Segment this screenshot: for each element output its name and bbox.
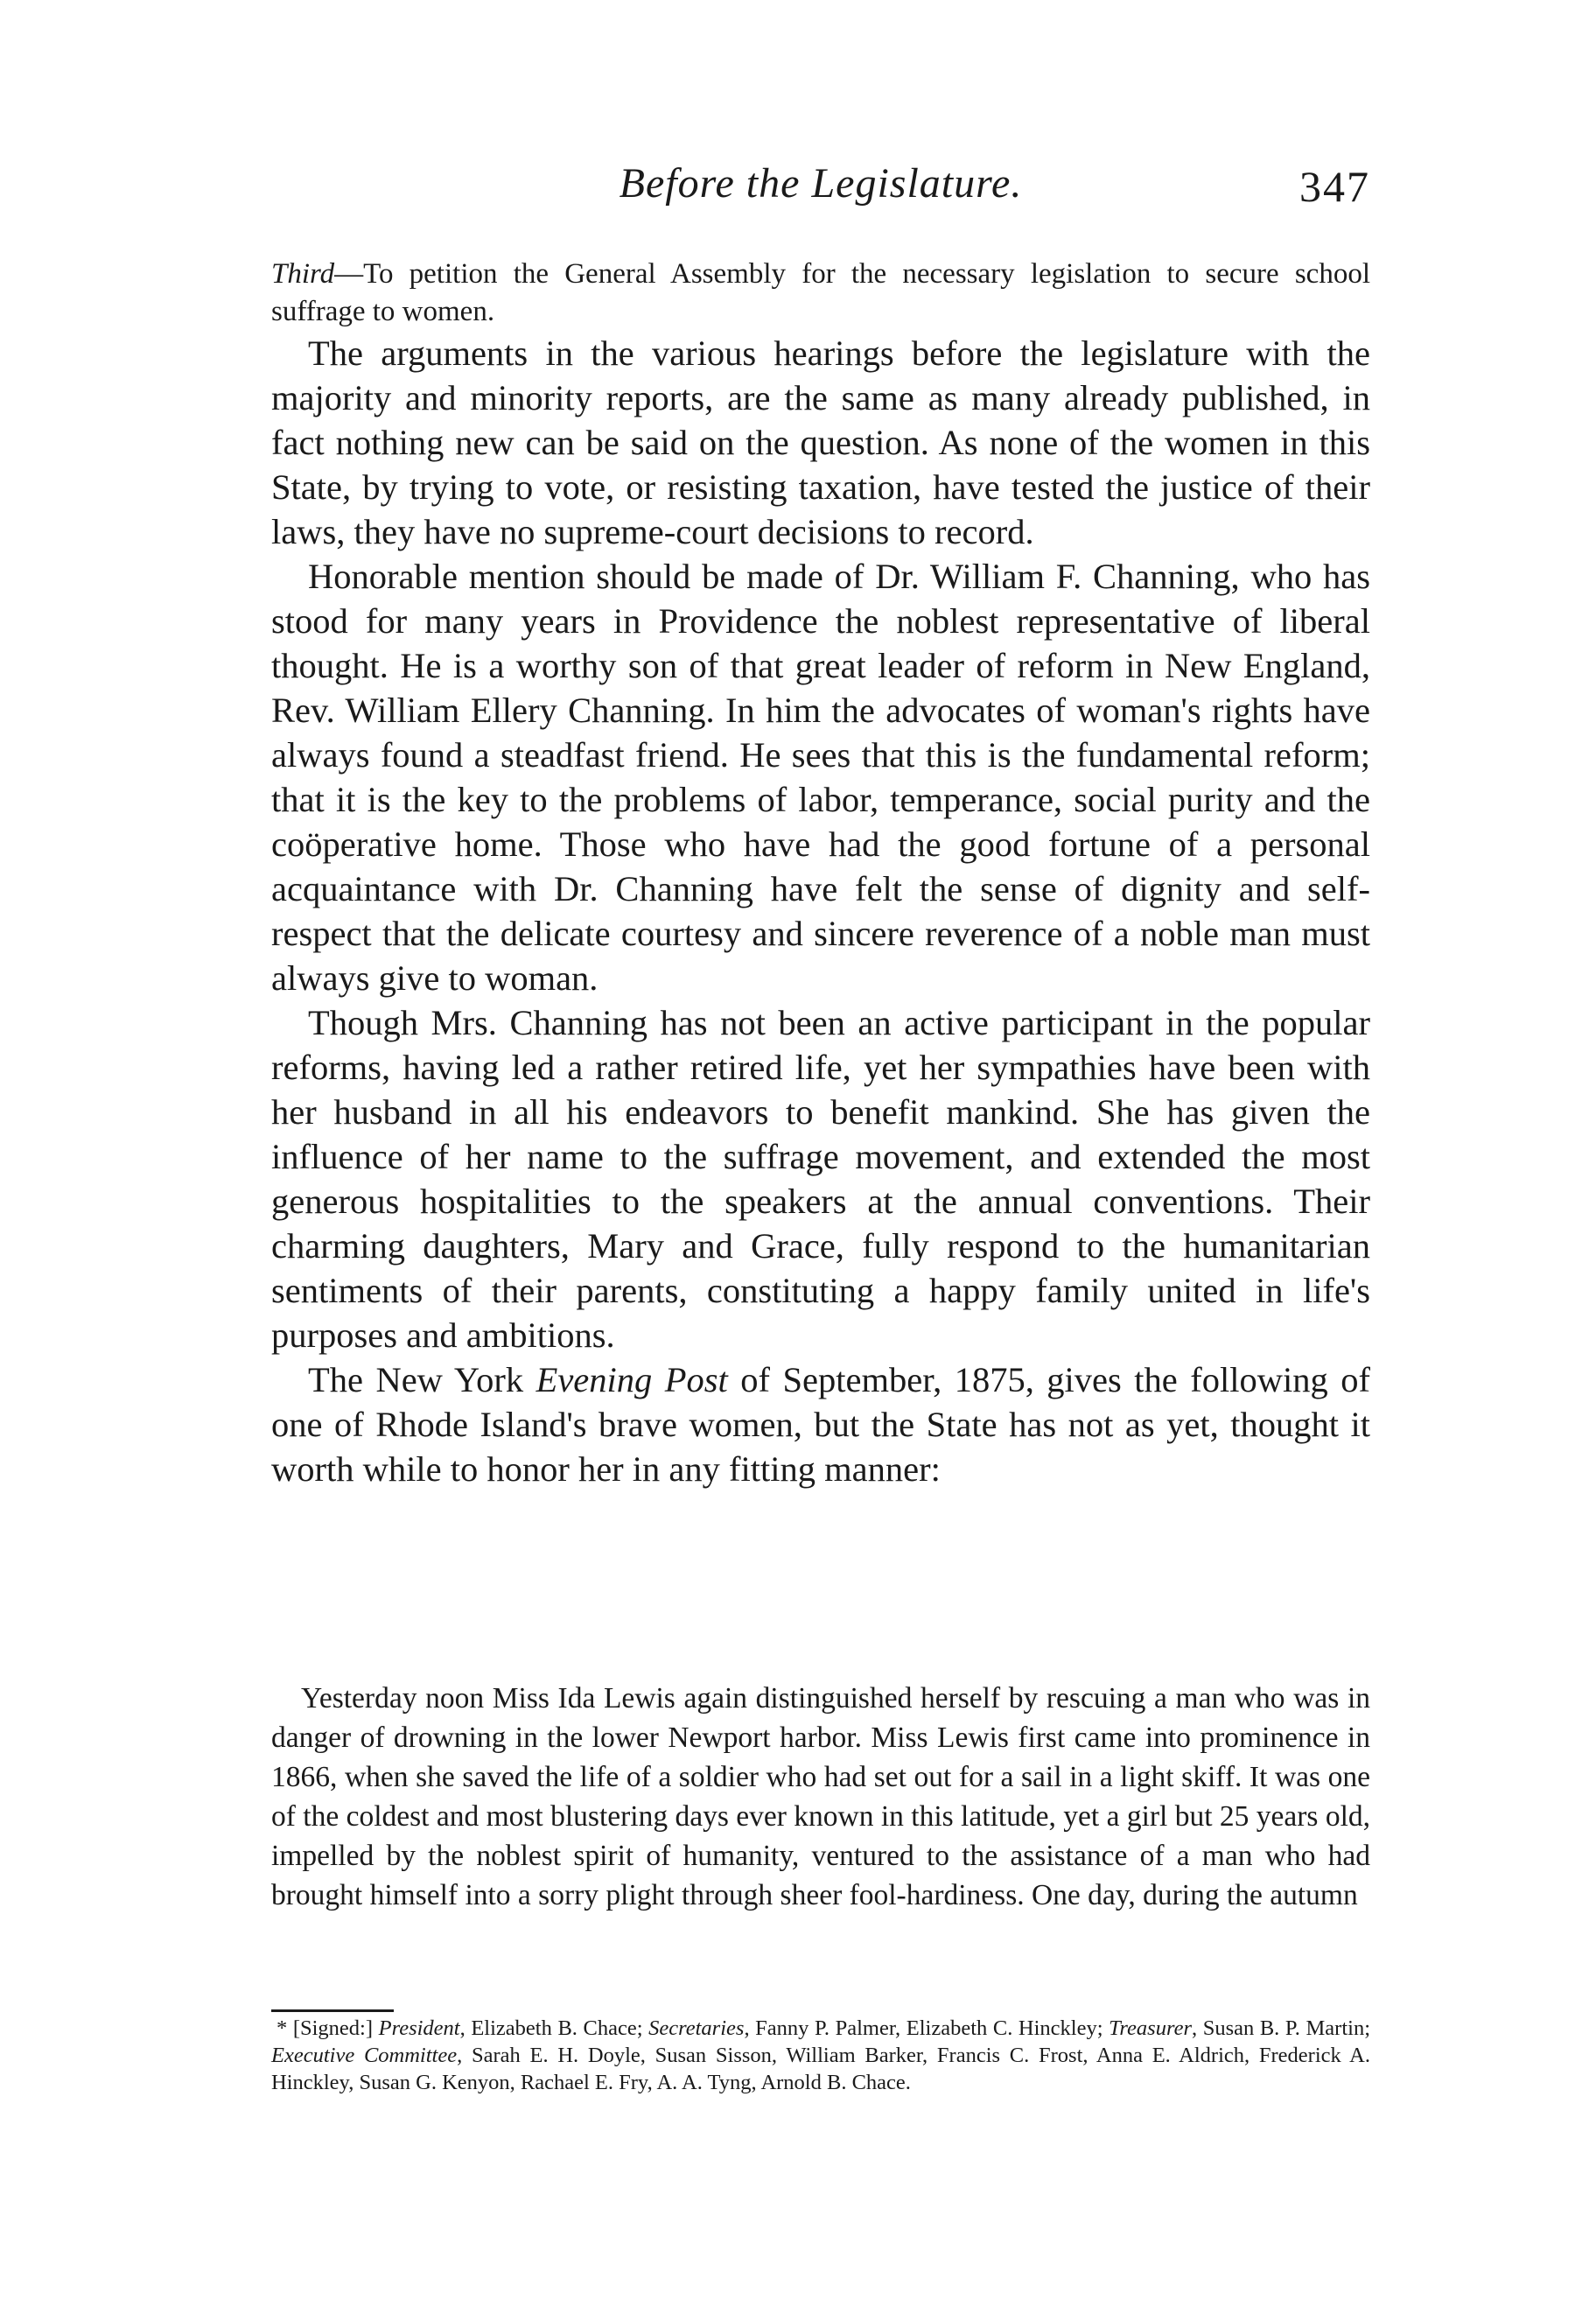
paragraph-channing: Honorable mention should be made of Dr. William F. Channing, who has stood for many years in Providence the noblest representative of liberal thought. He is a worthy son of that great leader of reform in New England, Rev. William Ellery Channing. In him the advocates of woman's rights have always found a steadfast friend. He sees that this is the fundamental reform; that it is the key to the problems of labor, temperance, social purity and the coöperative home. Those who have had the good fortune of a personal acquaintance with Dr. Channing have felt the sense of dignity and self-respect that the delicate courtesy and sincere reverence of a noble man must always give to woman.	[271, 557, 1370, 998]
item-text: —To petition the General Assembly for the necessary legislation to secure school suffrage to women.	[271, 258, 1370, 327]
body-text	[271, 331, 1370, 1491]
evening-post-after: of September, 1875, gives the following of one of Rhode Island's brave women, but the State has not as yet, thought it worth while to honor her in any fitting manner:	[271, 1360, 1370, 1489]
page-header	[271, 159, 1370, 229]
item-label: Third	[271, 258, 335, 290]
footnote	[271, 2015, 1370, 2096]
newspaper-title: Evening Post	[536, 1360, 728, 1399]
extract-text: Yesterday noon Miss Ida Lewis again distinguished herself by rescuing a man who was in danger of drowning in the lower Newport harbor. Miss Lewis first came into prominence in 1866, when she saved the life of a soldier who had set out for a sail in a light skiff. It was one of the coldest and most blustering days ever known in this latitude, yet a girl but 25 years old, impelled by the noblest spirit of humanity, ventured to the assistance of a man who had brought himself into a sorry plight through sheer fool-hardiness. One day, during the autumn	[271, 1682, 1371, 1911]
footnote-committee-label: Executive Committee	[271, 2044, 458, 2067]
footnote-marker: * [Signed:]	[276, 2016, 379, 2040]
footnote-treasurer-label: Treasurer	[1109, 2016, 1192, 2040]
footnote-committee: , Sarah E. H. Doyle, Susan Sisson, William Barker, Francis C. Frost, Anna E. Aldrich, Frederick A. Hinckley, Susan G. Kenyon, Rachael E. Fry, A. A. Tyng, Arnold B. Chace.	[271, 2044, 1370, 2094]
evening-post-before: The New York	[308, 1360, 536, 1399]
paragraph-evening-post	[271, 1357, 1370, 1491]
quoted-extract	[271, 1679, 1370, 1915]
footnote-treasurer: , Susan B. P. Martin;	[1191, 2016, 1371, 2040]
paragraph-mrs-channing: Though Mrs. Channing has not been an active participant in the popular reforms, having led a rather retired life, yet her sympathies have been with her husband in all his endeavors to benefit mankind. She has given the influence of her name to the suffrage movement, and extended the most generous hospitalities to the speakers at the annual conventions. Their charming daughters, Mary and Grace, fully respond to the humanitarian sentiments of their parents, constituting a happy family united in life's purposes and ambitions.	[271, 1003, 1370, 1355]
footnote-president: , Elizabeth B. Chace;	[459, 2016, 649, 2040]
footnote-divider	[271, 2009, 394, 2012]
paragraph-arguments: The arguments in the various hearings before the legislature with the majority and minority reports, are the same as many already published, in fact nothing new can be said on the question. As none of the women in this State, by trying to vote, or resisting taxation, have tested the justice of their laws, they have no supreme-court decisions to record.	[271, 333, 1370, 551]
page-number: 347	[1299, 162, 1370, 211]
running-title: Before the Legislature.	[619, 160, 1023, 207]
petition-item-third	[271, 256, 1370, 331]
footnote-president-label: President	[378, 2016, 460, 2040]
footnote-secretaries-label: Secretaries	[648, 2016, 745, 2040]
footnote-secretaries: , Fanny P. Palmer, Elizabeth C. Hinckley;	[744, 2016, 1110, 2040]
